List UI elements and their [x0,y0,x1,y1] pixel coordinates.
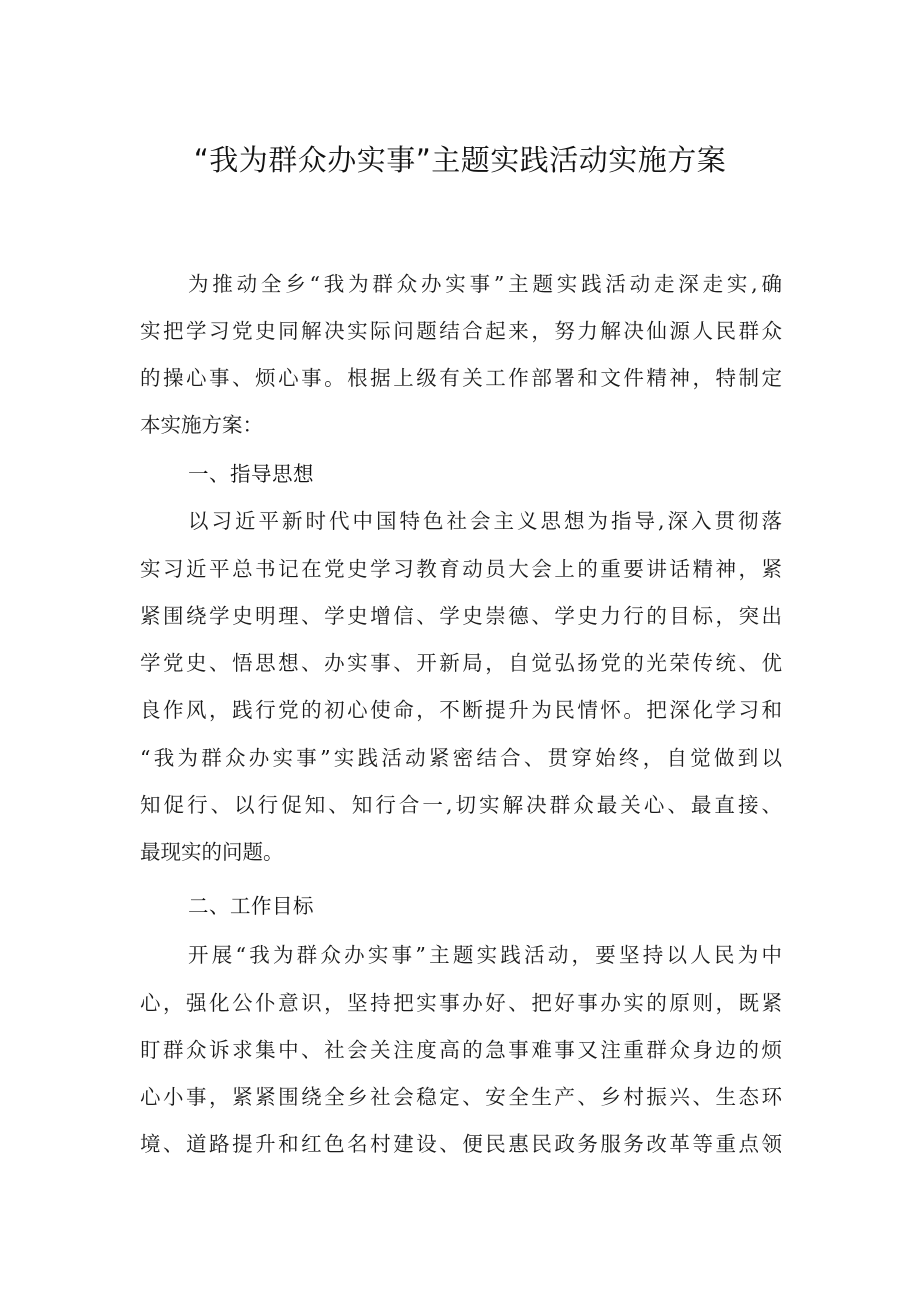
section1-line: 学党史、悟思想、办实事、开新局，自觉弘扬党的光荣传统、优 [140,651,782,675]
section1-line: 以习近平新时代中国特色社会主义思想为指导,深入贯彻落 [188,509,782,533]
section2-line: 开展“我为群众办实事”主题实践活动，要坚持以人民为中 [188,943,782,967]
section2-line: 心，强化公仆意识，坚持把实事办好、把好事办实的原则，既紧 [140,991,782,1015]
section1-line: 良作风，践行党的初心使命，不断提升为民情怀。把深化学习和 [140,698,782,722]
section2-line: 盯群众诉求集中、社会关注度高的急事难事又注重群众身边的烦 [140,1038,782,1062]
section-heading-work-goals: 二、工作目标 [188,894,314,918]
section1-line: 紧围绕学史明理、学史增信、学史崇德、学史力行的目标，突出 [140,604,782,628]
section1-line: 实习近平总书记在党史学习教育动员大会上的重要讲话精神，紧 [140,557,782,581]
section2-line: 心小事，紧紧围绕全乡社会稳定、安全生产、乡村振兴、生态环 [140,1085,782,1109]
section-heading-guiding-thought: 一、指导思想 [188,462,314,486]
intro-line: 的操心事、烦心事。根据上级有关工作部署和文件精神，特制定 [140,366,782,390]
document-title: “我为群众办实事”主题实践活动实施方案 [193,143,727,177]
section1-line: “我为群众办实事”实践活动紧密结合、贯穿始终，自觉做到以 [140,746,782,770]
section2-line: 境、道路提升和红色名村建设、便民惠民政务服务改革等重点领 [140,1132,782,1156]
intro-line: 为推动全乡“我为群众办实事”主题实践活动走深走实,确 [188,272,782,296]
intro-line: 实把学习党史同解决实际问题结合起来，努力解决仙源人民群众 [140,319,782,343]
section1-line: 最现实的问题。 [140,840,284,864]
section1-line: 知促行、以行促知、知行合一,切实解决群众最关心、最直接、 [140,793,782,817]
intro-line: 本实施方案： [140,413,263,437]
